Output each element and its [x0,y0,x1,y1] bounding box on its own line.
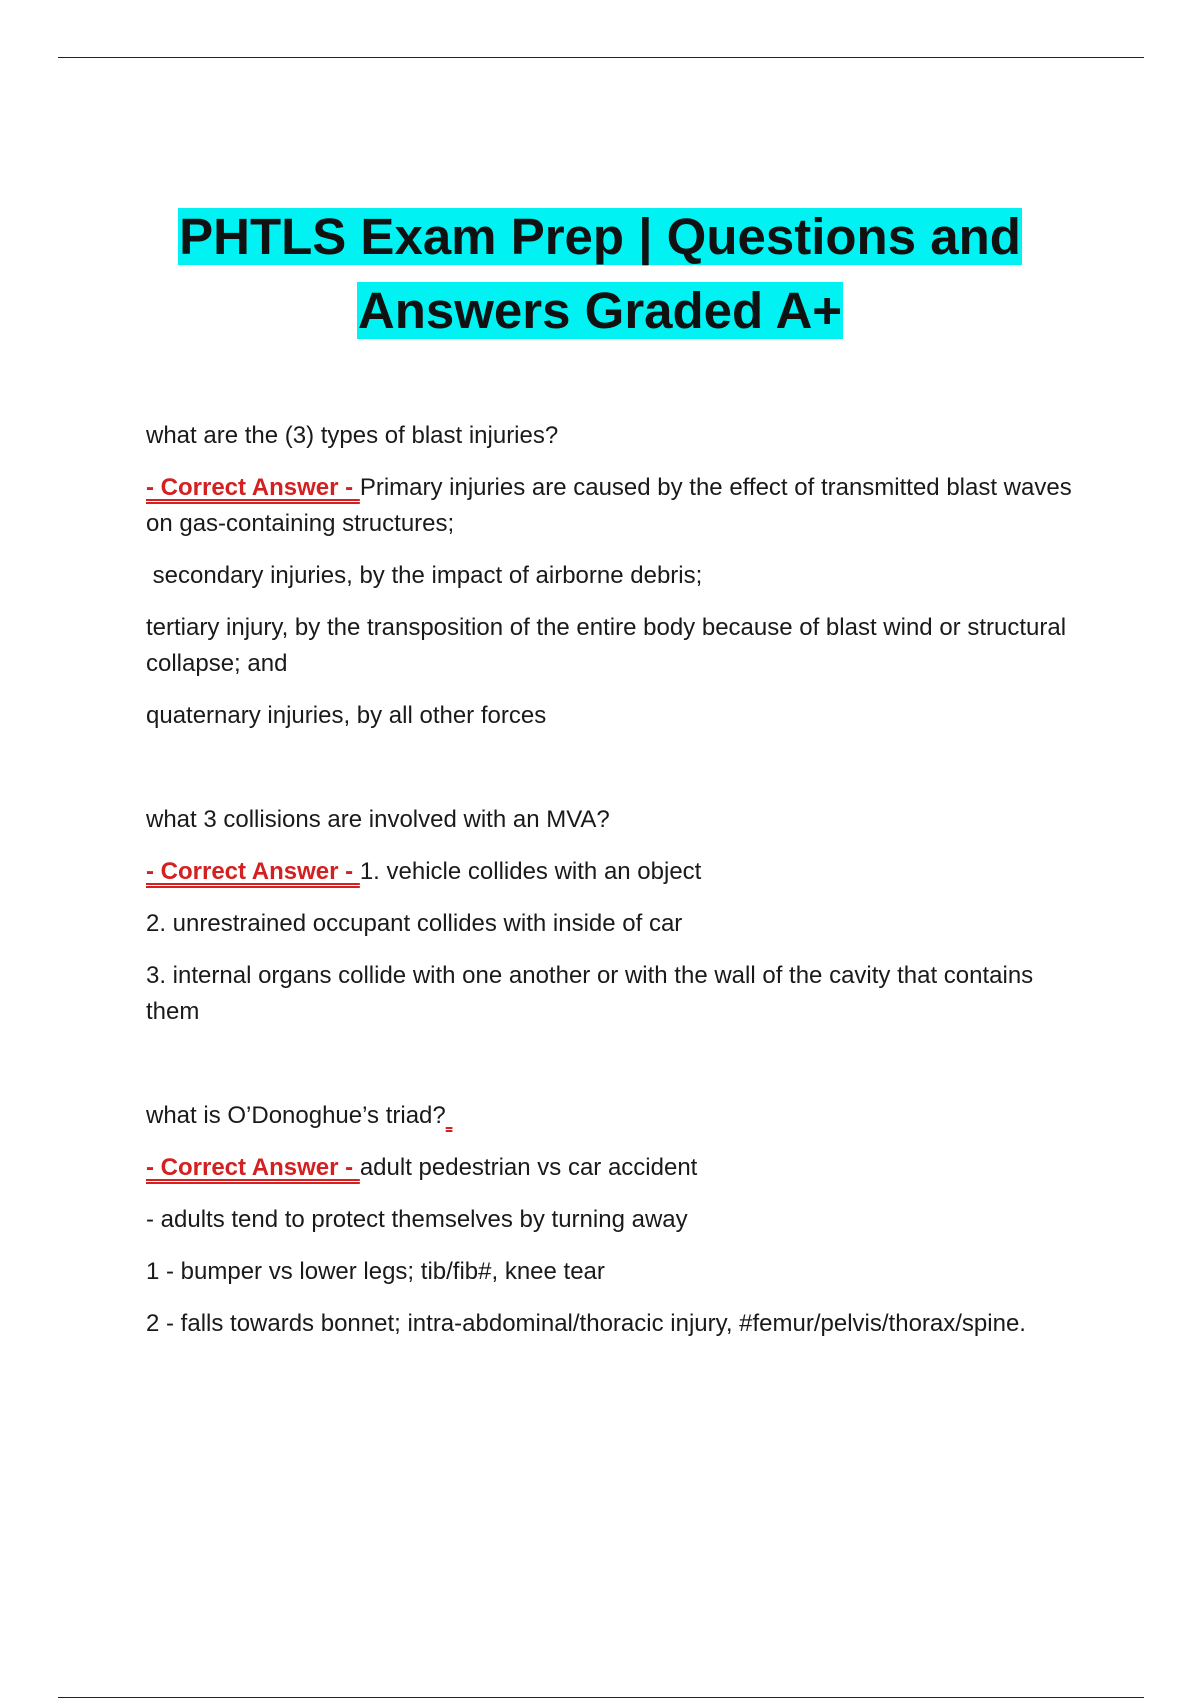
spacer [146,750,1086,802]
question-3-marker [446,1102,453,1129]
correct-answer-label: - Correct Answer - [146,1154,360,1181]
answer-1-text: Primary injuries are caused by the effect of transmitted blast waves on gas-containing structures; [146,474,1072,537]
spacer [146,1046,1086,1098]
answer-3-line-3: 1 - bumper vs lower legs; tib/fib#, knee tear [146,1258,605,1285]
question-3-text: what is O’Donoghue’s triad? [146,1102,446,1129]
title-line-1: PHTLS Exam Prep | Questions and [179,208,1021,265]
answer-2-line-2: 2. unrestrained occupant collides with inside of car [146,910,683,937]
qa-content [146,418,1086,1358]
correct-answer-label: - Correct Answer - [146,474,360,501]
answer-1-line-2: secondary injuries, by the impact of airborne debris; [146,562,703,589]
answer-2 [146,854,1086,890]
answer-3-line-2: - adults tend to protect themselves by turning away [146,1206,688,1233]
answer-3-text: adult pedestrian vs car accident [359,1154,698,1181]
question-3 [146,1098,1086,1134]
title-line-2: Answers Graded A+ [357,282,843,339]
answer-3-line-4: 2 - falls towards bonnet; intra-abdominal/thoracic injury, #femur/pelvis/thorax/spine. [146,1310,1026,1337]
answer-1 [146,470,1086,542]
answer-2-line-3: 3. internal organs collide with one another or with the wall of the cavity that contains them [146,962,1034,1025]
answer-3 [146,1150,1086,1186]
question-2: what 3 collisions are involved with an MVA? [146,806,610,833]
answer-1-line-3: tertiary injury, by the transposition of the entire body because of blast wind or structural collapse; and [146,614,1067,677]
page-title [0,200,1200,348]
question-1: what are the (3) types of blast injuries? [146,422,559,449]
answer-1-line-4: quaternary injuries, by all other forces [146,702,547,729]
answer-2-text: 1. vehicle collides with an object [359,858,702,885]
correct-answer-label: - Correct Answer - [146,858,360,885]
bottom-rule [58,1697,1144,1698]
top-rule [58,57,1144,58]
